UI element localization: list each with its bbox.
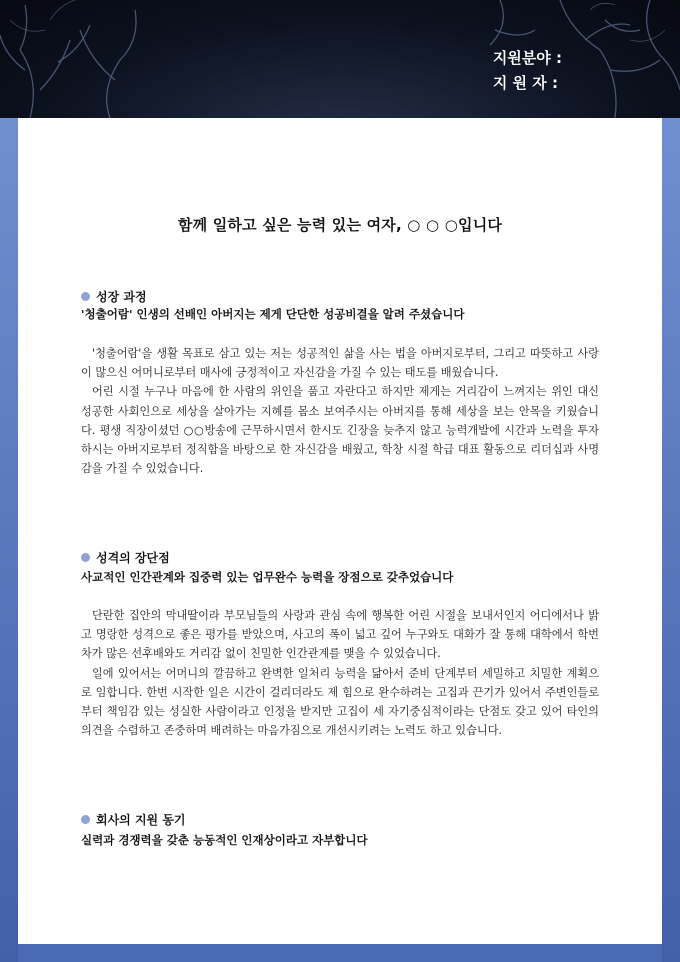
section-heading-label: 성격의 장단점 [96,551,170,565]
applicant-label: 지 원 자 : [492,74,558,92]
right-frame-border [662,118,680,962]
section-heading-motivation [81,811,186,828]
section-subheading-personality: 사교적인 인간관계와 집중력 있는 업무완수 능력을 장점으로 갖추었습니다 [81,570,454,584]
field-area-label: 지원분야 : [492,49,562,67]
section-body-personality [81,606,599,740]
paragraph: 단란한 집안의 막내딸이라 부모님들의 사랑과 관심 속에 행복한 어린 시절을 보내서인지 어디에서나 밝고 명랑한 성격으로 좋은 평가를 받았으며, 사고의 폭이 넓고 깊어 누구와도 대화가 잘 통해 대학에서 학번 차가 많은 선후배와도 거리감 없이 친밀한 인간관계를 맺을 수 있었습니다. [81,609,599,661]
paragraph: 어린 시절 누구나 마음에 한 사람의 위인을 품고 자란다고 하지만 제게는 거리감이 느껴지는 위인 대신 성공한 사회인으로 세상을 살아가는 지혜를 몸소 보여주시는 아버지를 통해 세상을 보는 안목을 키웠습니다. 평생 직장이셨던 ○○방송에 근무하시면서 한시도 긴장을 늦추지 않고 능력개발에 시간과 노력을 투자하시는 아버지로부터 정직함을 바탕으로 한 자신감을 배웠고, 학창 시절 학급 대표 활동으로 리더십과 사명감을 가질 수 있었습니다. [81,385,599,476]
section-heading-personality [81,549,170,566]
paragraph: 일에 있어서는 어머니의 깔끔하고 완벽한 일처리 능력을 닮아서 준비 단계부터 세밀하고 치밀한 계획으로 임합니다. 한번 시작한 일은 시간이 걸리더라도 제 힘으로 완수하려는 고집과 끈기가 있어서 주변인들로부터 책임감 있는 성실한 사람이라고 인정을 받지만 고집이 세 자기중심적이라는 단점도 갖고 있어 타인의 의견을 수렴하고 존중하며 배려하는 마음가짐으로 개선시키려는 노력도 하고 있습니다. [81,666,599,738]
coral-decoration [0,0,680,118]
section-body-growth [81,344,599,478]
section-subheading-growth: '청출어람' 인생의 선배인 아버지는 제게 단단한 성공비결을 알려 주셨습니다 [81,307,465,321]
section-heading-label: 회사의 지원 동기 [96,813,186,827]
left-frame-border [0,118,18,962]
document-title: 함께 일하고 싶은 능력 있는 여자, ○ ○ ○입니다 [177,216,503,234]
bullet-icon [81,815,90,824]
paragraph: '청출어람'을 생활 목표로 삼고 있는 저는 성공적인 삶을 사는 법을 아버지로부터, 그리고 따뜻하고 사랑이 많으신 어머니로부터 매사에 긍정적이고 자신감을 가질 수 있는 태도를 배웠습니다. [81,347,599,380]
bullet-icon [81,553,90,562]
section-heading-label: 성장 과정 [96,290,147,304]
bullet-icon [81,292,90,301]
section-heading-growth [81,288,147,305]
section-subheading-motivation: 실력과 경쟁력을 갖춘 능동적인 인재상이라고 자부합니다 [81,833,368,847]
header-banner [0,0,680,118]
